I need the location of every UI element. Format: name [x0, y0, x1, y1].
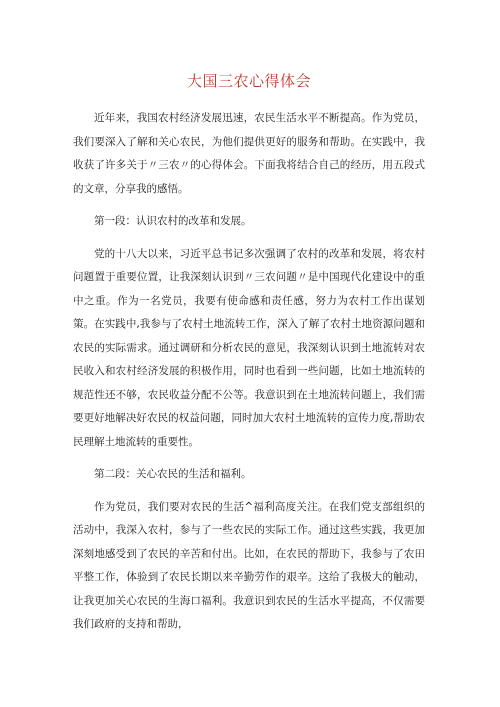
section-heading-1: 第一段：认识农村的改革和发展。	[94, 215, 252, 227]
section-body-2: 作为党员，我们要对农民的生活^福利高度关注。在我们党支部组织的活动中，我深入农村，参与了一些农民的实际工作。通过这些实践，我更加深刻地感受到了农民的辛苦和付出。比如，在农民的帮助下，我参与了农田平整工作，体验到了农民长期以来辛勤劳作的艰辛。这给了我极大的触动，让我更加关心农民的生海口福利。我意识到农民的生活水平提高，不仅需要我们政府的支持和帮助，	[73, 500, 425, 630]
document-title: 大国三农心得体会	[186, 72, 311, 90]
intro-paragraph: 近年来，我国农村经济发展迅速，农民生活水平不断提高。作为党员，我们要深入了解和关心农民，为他们提供更好的服务和帮助。在实践中，我收获了许多关于〃三农〃的心得体会。下面我将结合自己的经历，用五段式的文章，分享我的感悟。	[73, 112, 425, 195]
section-body-1: 党的十八大以来，习近平总书记多次强调了农村的改革和发展，将农村问题置于重要位置，让我深刻认识到〃三农问题〃是中国现代化建设中的重中之重。作为一名党员，我要有使命感和责任感，努力为农村工作出谋划策。在实践中,我参与了农村土地流转工作，深入了解了农村土地资源问题和农民的实际需求。通过调研和分析农民的意见，我深刻认识到土地流转对农民收入和农村经济发展的积极作用，同时也看到一些问题，比如土地流转的规范性还不够，农民收益分配不公等。我意识到在土地流转问题上，我们需要更好地解决好农民的权益问题，同时加大农村土地流转的宣传力度,帮助农民理解土地流转的重要性。	[73, 247, 425, 448]
section-heading-2: 第二段：关心农民的生活和福利。	[94, 468, 252, 480]
